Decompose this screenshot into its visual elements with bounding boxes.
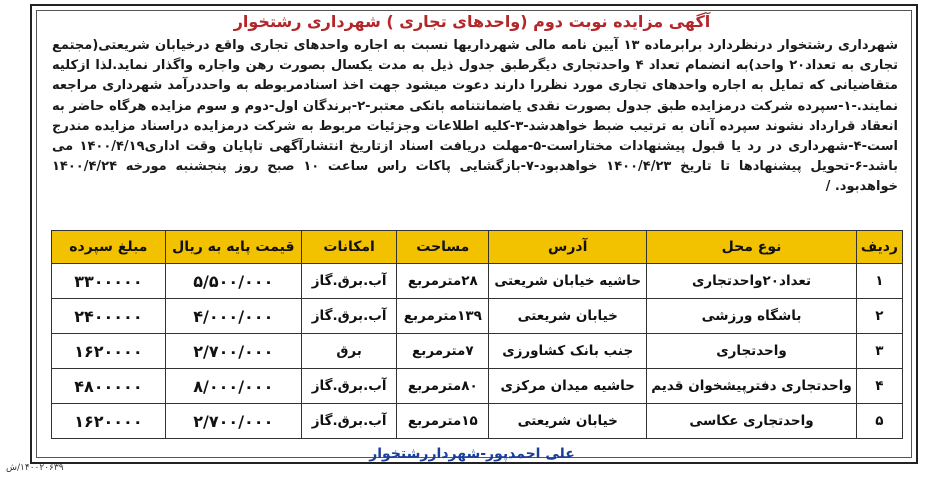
cell-row-number: ۱ bbox=[856, 264, 902, 299]
cell-address: جنب بانک کشاورزی bbox=[489, 334, 647, 369]
table-row bbox=[52, 299, 903, 334]
cell-base-price: ۵/۵۰۰/۰۰۰ bbox=[165, 264, 301, 299]
signature-line: علی احمدپور-شهرداررشتخوار bbox=[369, 446, 575, 462]
cell-address: خیابان شریعتی bbox=[489, 299, 647, 334]
cell-facilities: برق bbox=[301, 334, 397, 369]
cell-facilities: آب.برق.گاز bbox=[301, 369, 397, 404]
cell-deposit: ۴۸۰۰۰۰۰ bbox=[52, 369, 166, 404]
header-address: آدرس bbox=[489, 231, 647, 264]
auction-table bbox=[51, 230, 903, 439]
cell-facilities: آب.برق.گاز bbox=[301, 264, 397, 299]
cell-row-number: ۳ bbox=[856, 334, 902, 369]
header-row-number: ردیف bbox=[856, 231, 902, 264]
table-header-row bbox=[52, 231, 903, 264]
header-area: مساحت bbox=[397, 231, 489, 264]
cell-place-type: واحدتجاری عکاسی bbox=[647, 404, 857, 439]
table-row bbox=[52, 369, 903, 404]
notice-title: آگهی مزایده نوبت دوم (واحدهای تجاری ) شهرداری رشتخوار bbox=[233, 12, 711, 31]
table-row bbox=[52, 334, 903, 369]
cell-address: حاشیه میدان مرکزی bbox=[489, 369, 647, 404]
cell-area: ۲۸مترمربع bbox=[397, 264, 489, 299]
header-facilities: امکانات bbox=[301, 231, 397, 264]
cell-area: ۸۰مترمربع bbox=[397, 369, 489, 404]
cell-deposit: ۲۴۰۰۰۰۰ bbox=[52, 299, 166, 334]
reference-code: ۱۴۰۰۲۰۶۳۹/ش bbox=[6, 463, 64, 473]
cell-deposit: ۱۶۲۰۰۰۰ bbox=[52, 404, 166, 439]
cell-deposit: ۱۶۲۰۰۰۰ bbox=[52, 334, 166, 369]
cell-place-type: واحدتجاری bbox=[647, 334, 857, 369]
header-deposit: مبلغ سپرده bbox=[52, 231, 166, 264]
cell-place-type: باشگاه ورزشی bbox=[647, 299, 857, 334]
cell-deposit: ۳۳۰۰۰۰۰ bbox=[52, 264, 166, 299]
cell-row-number: ۲ bbox=[856, 299, 902, 334]
cell-facilities: آب.برق.گاز bbox=[301, 404, 397, 439]
cell-area: ۷مترمربع bbox=[397, 334, 489, 369]
cell-address: حاشیه خیابان شریعتی bbox=[489, 264, 647, 299]
cell-area: ۱۵مترمربع bbox=[397, 404, 489, 439]
cell-area: ۱۳۹مترمربع bbox=[397, 299, 489, 334]
table-row bbox=[52, 404, 903, 439]
header-base-price: قیمت پایه به ریال bbox=[165, 231, 301, 264]
table-row bbox=[52, 264, 903, 299]
cell-base-price: ۲/۷۰۰/۰۰۰ bbox=[165, 404, 301, 439]
notice-body: شهرداری رشتخوار درنظردارد برابرماده ۱۳ آیین نامه مالی شهرداریها نسبت به اجاره واحدهای تجاری واقع درخیابان شریعتی(مجتمع تجاری به تعداد۲۰ واحد)به انضمام تعداد ۴ واحدتجاری دیگرطبق جدول ذیل به مدت یکسال بصورت رهن واجاره واگذار نماید.لذا ازکلیه متقاضیانی که تمایل به اجاره واحدهای تجاری مورد نظررا دارند دعوت میشود جهت اخذ اسنادمربوطه به واحددرآمد شهرداری مراجعه نمایند.-۱-سپرده شرکت درمزایده طبق جدول بصورت نقدی یاضمانتنامه بانکی معتبر-۲-برندگان اول-دوم و سوم مزایده هرگاه حاضر به انعقاد قرارداد نشوند سپرده آنان به ترتیب ضبط خواهدشد-۳-کلیه اطلاعات وجزئیات مربوط به شرکت درمزایده دراسناد مزایده مندرج است-۴-شهرداری در رد یا قبول پیشنهادات مختاراست-۵-مهلت دریافت اسناد ازتاریخ انتشارآگهی تاپایان وقت اداری۱۴۰۰/۴/۱۹ می باشد-۶-تحویل پیشنهادها تا تاریخ ۱۴۰۰/۴/۲۳ خواهدبود-۷-بازگشایی پاکات راس ساعت ۱۰ صبح روز پنجشنبه مورخه ۱۴۰۰/۴/۲۴ خواهدبود. / bbox=[52, 38, 899, 195]
cell-place-type: تعداد۲۰واحدتجاری bbox=[647, 264, 857, 299]
cell-row-number: ۴ bbox=[856, 369, 902, 404]
cell-row-number: ۵ bbox=[856, 404, 902, 439]
cell-base-price: ۸/۰۰۰/۰۰۰ bbox=[165, 369, 301, 404]
cell-facilities: آب.برق.گاز bbox=[301, 299, 397, 334]
cell-place-type: واحدتجاری دفترپیشخوان قدیم bbox=[647, 369, 857, 404]
cell-address: خیابان شریعتی bbox=[489, 404, 647, 439]
cell-base-price: ۲/۷۰۰/۰۰۰ bbox=[165, 334, 301, 369]
header-place-type: نوع محل bbox=[647, 231, 857, 264]
cell-base-price: ۴/۰۰۰/۰۰۰ bbox=[165, 299, 301, 334]
